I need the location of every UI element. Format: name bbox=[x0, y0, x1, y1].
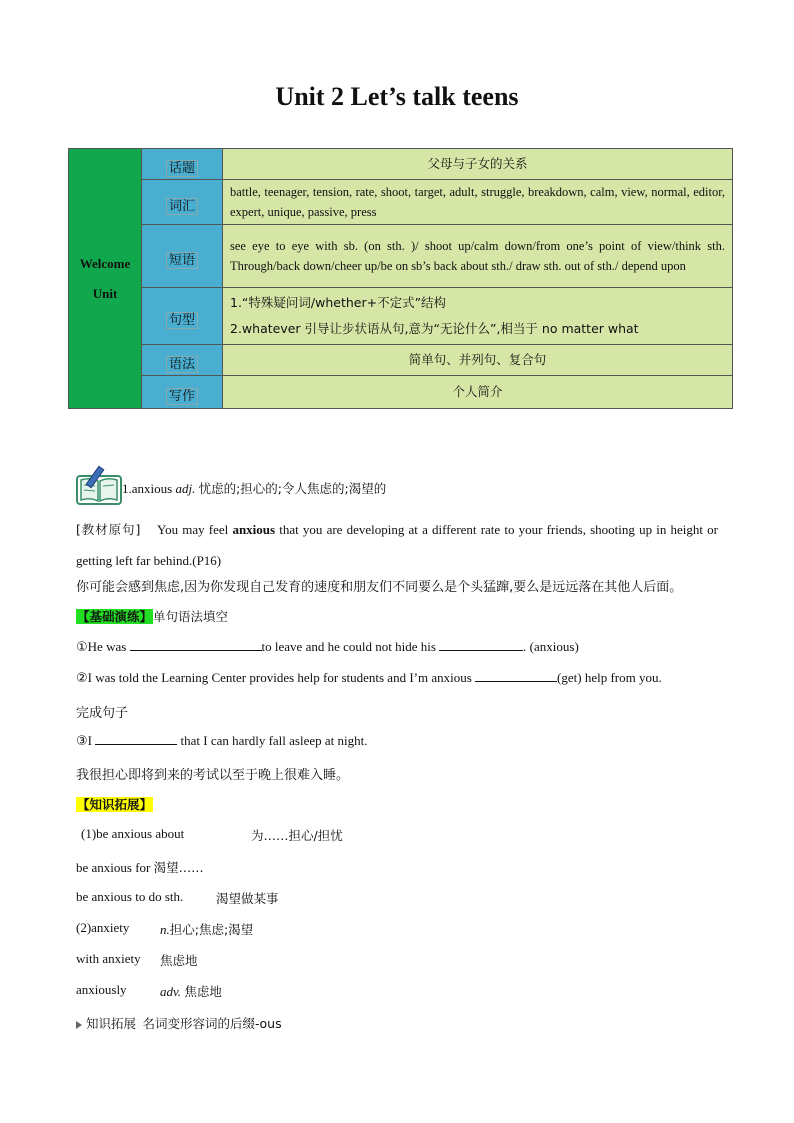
source-keyword: anxious bbox=[232, 522, 276, 537]
entry-heading bbox=[122, 479, 386, 497]
footer-text: 名词变形容词的后缀-ous bbox=[142, 1016, 282, 1031]
practice-title: 单句语法填空 bbox=[153, 609, 229, 624]
vocabulary-content: battle, teenager, tension, rate, shoot, target, adult, struggle, breakdown, calm, view, normal, editor, expert, unique, passive, press bbox=[223, 180, 733, 225]
q1-number: ① bbox=[76, 640, 88, 655]
expansion-item-6 bbox=[76, 982, 222, 999]
item6-pos: adv. bbox=[160, 984, 182, 999]
q1-blank-2[interactable] bbox=[439, 640, 523, 651]
item4-zh: 担心;焦虑;渴望 bbox=[169, 922, 254, 937]
item6-zh: 焦虑地 bbox=[184, 984, 222, 999]
expansion-item-5 bbox=[76, 951, 198, 968]
item4-en: (2)anxiety bbox=[76, 920, 130, 935]
q1-text-b: to leave and he could not hide his bbox=[261, 639, 436, 654]
expansion-item-1 bbox=[81, 826, 343, 843]
practice-heading bbox=[76, 607, 228, 625]
category-grammar: 语法 bbox=[142, 345, 223, 376]
q1-text-c: . (anxious) bbox=[523, 639, 579, 654]
source-sentence bbox=[76, 514, 718, 576]
category-sentence-patterns: 句型 bbox=[142, 288, 223, 345]
item5-en: with anxiety bbox=[76, 951, 141, 966]
q3-translation: 我很担心即将到来的考试以至于晚上很难入睡。 bbox=[76, 768, 350, 783]
complete-sentence-label: 完成句子 bbox=[76, 706, 129, 721]
expansion-heading bbox=[76, 795, 153, 813]
phrases-content: see eye to eye with sb. (on sth. )/ shoot up/calm down/from one’s point of view/think sth. Through/back down/cheer up/be on sb’s back about sth./ draw sth. out of sth./ depend upon bbox=[223, 225, 733, 288]
item2-en: be anxious for bbox=[76, 860, 151, 875]
triangle-bullet-icon bbox=[76, 1021, 82, 1029]
source-label: [教材原句] bbox=[76, 522, 141, 537]
unit-label-line1: Welcome bbox=[79, 255, 131, 271]
expansion-item-2 bbox=[76, 858, 204, 876]
writing-content: 个人简介 bbox=[223, 376, 733, 409]
source-text-2: that you are developing at a different rate to your friends, shooting up in bbox=[279, 522, 667, 537]
item5-zh: 焦虑地 bbox=[160, 953, 198, 968]
category-writing: 写作 bbox=[142, 376, 223, 409]
item4-pos: n. bbox=[160, 922, 170, 937]
q1-text-a: He was bbox=[87, 639, 127, 654]
item1-en: (1)be anxious about bbox=[81, 826, 185, 841]
q2-text-a: I was told the Learning Center provides help for students and I’m anxious bbox=[87, 670, 472, 685]
sentence-patterns-content bbox=[223, 288, 733, 345]
question-3 bbox=[76, 733, 367, 749]
source-translation: 你可能会感到焦虑,因为你发现自己发育的速度和朋友们不同要么是个头猛蹿,要么是远远落在其他人后面。 bbox=[76, 580, 683, 595]
entry-word: 1.anxious bbox=[122, 481, 173, 496]
item3-en: be anxious to do sth. bbox=[76, 889, 184, 904]
item6-en: anxiously bbox=[76, 982, 127, 997]
page-title: Unit 2 Let’s talk teens bbox=[275, 82, 519, 111]
unit-summary-table bbox=[68, 148, 733, 409]
item2-zh: 渴望…… bbox=[153, 860, 204, 875]
category-phrases: 短语 bbox=[142, 225, 223, 288]
source-text-1: You may feel bbox=[156, 522, 229, 537]
q2-blank[interactable] bbox=[475, 671, 557, 682]
expansion-footer bbox=[76, 1014, 282, 1032]
pattern-1: 1.“特殊疑问词/whether+不定式”结构 bbox=[230, 295, 447, 310]
unit-label-line2: Unit bbox=[92, 285, 118, 301]
expansion-item-4 bbox=[76, 920, 254, 937]
book-pencil-icon bbox=[76, 464, 122, 506]
q2-number: ② bbox=[76, 671, 88, 686]
q3-number: ③ bbox=[76, 734, 88, 749]
q3-text-a: I bbox=[87, 733, 92, 748]
expansion-item-3 bbox=[76, 889, 279, 906]
q2-text-b: (get) help from you. bbox=[557, 670, 662, 685]
entry-pos: adj. bbox=[175, 481, 196, 496]
topic-content: 父母与子女的关系 bbox=[223, 149, 733, 180]
q3-text-b: that I can hardly fall asleep at night. bbox=[180, 733, 368, 748]
grammar-content: 简单句、并列句、复合句 bbox=[223, 345, 733, 376]
question-1 bbox=[76, 639, 579, 655]
pattern-2: 2.whatever 引导让步状语从句,意为“无论什么”,相当于 no matter what bbox=[230, 321, 639, 336]
item3-zh: 渴望做某事 bbox=[216, 891, 279, 906]
category-topic: 话题 bbox=[142, 149, 223, 180]
q3-blank[interactable] bbox=[95, 734, 177, 745]
question-2 bbox=[76, 670, 662, 686]
footer-label: 知识拓展 bbox=[86, 1016, 137, 1031]
category-vocabulary: 词汇 bbox=[142, 180, 223, 225]
source-text-3: height or getting left far behind.(P16) bbox=[76, 522, 719, 568]
q1-blank-1[interactable] bbox=[130, 640, 262, 651]
entry-meaning: 忧虑的;担心的;令人焦虑的;渴望的 bbox=[198, 481, 387, 496]
practice-tag: 【基础演练】 bbox=[77, 609, 153, 624]
item1-zh: 为……担心/担忧 bbox=[251, 828, 343, 843]
expansion-tag: 【知识拓展】 bbox=[77, 797, 153, 812]
unit-label-cell bbox=[69, 149, 142, 409]
